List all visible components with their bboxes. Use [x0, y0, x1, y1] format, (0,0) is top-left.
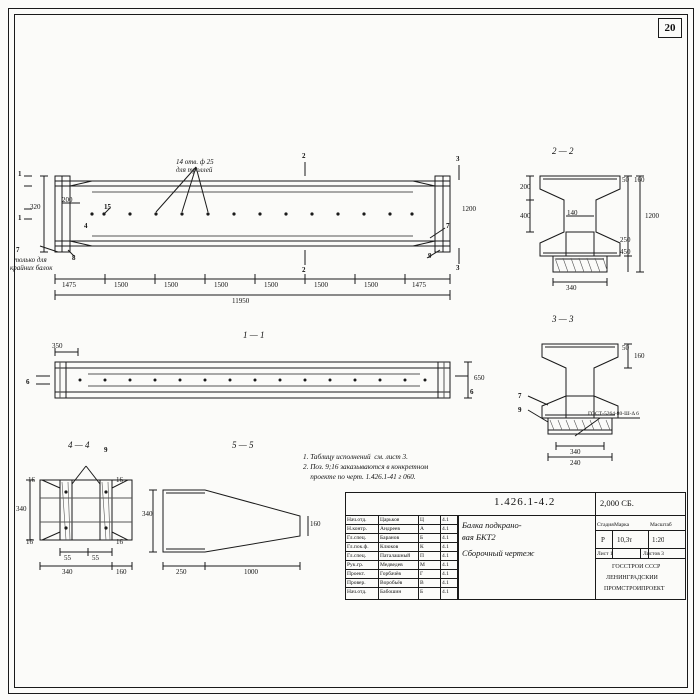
dim-chain-1: 1475	[62, 281, 76, 289]
drawing-code-suffix: 2,000 СБ.	[600, 498, 634, 508]
pos-8: 8	[72, 254, 76, 262]
v33-dim-160: 160	[634, 352, 645, 360]
org-line-3: ПРОМСТРОЙПРОЕКТ	[604, 586, 665, 592]
v33-dim-50: 50	[622, 344, 629, 352]
view-title-4-4: 4 — 4	[68, 440, 90, 450]
v44-dim-16-b: 16	[116, 476, 123, 484]
mark-header: Марка	[614, 522, 630, 528]
stage-header: Стадия	[597, 522, 614, 528]
mark-6-right: 6	[470, 388, 474, 396]
v55-dim-1000: 1000	[244, 568, 258, 576]
dim-650: 650	[474, 374, 485, 382]
stamp-name-0: Царьков	[380, 517, 400, 523]
scale-header: Масштаб	[650, 522, 672, 528]
stamp-role-4: Гл.спец.	[347, 553, 367, 559]
section-mark-1-top: 1	[18, 170, 22, 178]
sheet-label: Лист 1	[597, 551, 613, 557]
stamp-name-8: Бабошин	[380, 589, 402, 595]
v44-dim-16-a: 16	[28, 476, 35, 484]
v44-dim-160: 160	[116, 568, 127, 576]
v44-dim-16-c: 16	[26, 538, 33, 546]
stamp-sig-4: П	[420, 553, 424, 559]
stamp-date-0: 4.1	[442, 517, 449, 523]
stage-value: Р	[601, 537, 605, 543]
stamp-sig-7: В	[420, 580, 424, 586]
dim-200: 200	[62, 196, 73, 204]
stamp-role-2: Гл.спец.	[347, 535, 367, 541]
note-line-1: 1. Таблицу исполнений см. лист 3.	[303, 453, 408, 461]
v55-dim-250: 250	[176, 568, 187, 576]
section-mark-3-bottom: 3	[456, 264, 460, 272]
stamp-name-4: Паталашный	[380, 553, 411, 559]
stamp-date-8: 4.1	[442, 589, 449, 595]
dim-350: 350	[52, 342, 63, 350]
v22-dim-340: 340	[566, 284, 577, 292]
org-line-1: ГОССТРОЙ СССР	[612, 564, 661, 570]
view-title-2-2: 2 — 2	[552, 146, 574, 156]
v44-dim-16-d: 16	[116, 538, 123, 546]
v33-pos-7: 7	[518, 392, 522, 400]
stamp-role-0: Нач.отд.	[347, 517, 367, 523]
stamp-sig-0: Ц	[420, 517, 424, 523]
dim-320: 320	[30, 203, 41, 211]
v22-dim-160: 160	[634, 176, 645, 184]
v22-dim-140: 140	[567, 209, 578, 217]
title-line-3: Сборочный чертеж	[462, 548, 535, 558]
stamp-role-6: Проект.	[347, 571, 365, 577]
stamp-role-1: Н.контр.	[347, 526, 368, 532]
section-mark-3-top: 3	[456, 155, 460, 163]
stamp-date-6: 4.1	[442, 571, 449, 577]
section-mark-2-bottom: 2	[302, 266, 306, 274]
view-title-5-5: 5 — 5	[232, 440, 254, 450]
v22-dim-200: 200	[520, 183, 531, 191]
pos-7-right: 7	[446, 222, 450, 230]
callout-holes-line2: для троллей	[176, 166, 213, 174]
title-line-2: вая БКТ2	[462, 532, 496, 542]
note-line-3: проекте по черт. 1.426.1-41 г 060.	[303, 473, 416, 481]
v22-dim-450: 450	[620, 248, 631, 256]
note-left-line1: только для	[14, 256, 47, 264]
stamp-sig-2: Б	[420, 535, 424, 541]
dim-total: 11950	[232, 297, 250, 305]
dim-chain-2: 1500	[114, 281, 128, 289]
stamp-name-6: Горбачёв	[380, 571, 402, 577]
v55-dim-160: 160	[310, 520, 321, 528]
stamp-sig-8: Б	[420, 589, 424, 595]
stamp-date-5: 4.1	[442, 562, 449, 568]
dim-1200-main: 1200	[462, 205, 476, 213]
dim-chain-5: 1500	[264, 281, 278, 289]
stamp-date-7: 4.1	[442, 580, 449, 586]
stamp-name-7: Воробьёв	[380, 580, 403, 586]
v33-pos-9: 9	[518, 406, 522, 414]
sheets-label: Листов 3	[643, 551, 664, 557]
mark-6-left: 6	[26, 378, 30, 386]
v44-dim-55-a: 55	[64, 554, 71, 562]
section-mark-2-top: 2	[302, 152, 306, 160]
stamp-sig-6: Г	[420, 571, 424, 577]
title-line-1: Балка подкрано-	[462, 520, 522, 530]
stamp-date-2: 4.1	[442, 535, 449, 541]
scale-value: 1:20	[652, 537, 665, 543]
stamp-date-1: 4.1	[442, 526, 449, 532]
dim-chain-4: 1500	[214, 281, 228, 289]
org-line-2: ЛЕНИНГРАДСКИЙ	[606, 575, 658, 581]
pos-15: 15	[104, 203, 111, 211]
v33-dim-240: 240	[570, 459, 581, 467]
v44-dim-55-b: 55	[92, 554, 99, 562]
stamp-date-3: 4.1	[442, 544, 449, 550]
section-mark-1-bottom: 1	[18, 214, 22, 222]
stamp-name-1: Андреев	[380, 526, 400, 532]
pos-9: 9	[428, 252, 432, 260]
stamp-sig-3: К	[420, 544, 424, 550]
stamp-role-3: Гл.пок.ф.	[347, 544, 369, 550]
v22-dim-50: 50	[622, 176, 629, 184]
view-title-1-1: 1 — 1	[243, 330, 265, 340]
stamp-role-8: Нач.отд.	[347, 589, 367, 595]
note-line-2: 2. Поз. 9;16 заказываются в конкретном	[303, 463, 429, 471]
stamp-role-5: Рук.гр.	[347, 562, 364, 568]
dim-chain-3: 1500	[164, 281, 178, 289]
v22-dim-250: 250	[620, 236, 631, 244]
v44-dim-340: 340	[62, 568, 73, 576]
callout-holes-line1: 14 отв. ф 25	[176, 158, 214, 166]
stamp-sig-5: М	[420, 562, 425, 568]
drawing-code: 1.426.1-4.2	[494, 496, 556, 508]
stamp-name-2: Баранов	[380, 535, 400, 541]
stamp-name-5: Медведев	[380, 562, 403, 568]
sheet-number-box: 20	[658, 18, 682, 38]
dim-chain-8: 1475	[412, 281, 426, 289]
note-left-line2: крайних балок	[10, 264, 53, 272]
v44-pos-9: 9	[104, 446, 108, 454]
v55-dim-340: 340	[142, 510, 153, 518]
stamp-name-3: Клюков	[380, 544, 399, 550]
view-title-3-3: 3 — 3	[552, 314, 574, 324]
v33-dim-340: 340	[570, 448, 581, 456]
pos-7-left: 7	[16, 246, 20, 254]
v33-weld-note: ГОСТ-5264-80-Ш-Δ 6	[588, 411, 639, 417]
pos-4: 4	[84, 222, 88, 230]
dim-chain-6: 1500	[314, 281, 328, 289]
v22-dim-1200: 1200	[645, 212, 659, 220]
dim-chain-7: 1500	[364, 281, 378, 289]
stamp-sig-1: А	[420, 526, 424, 532]
v22-dim-400: 400	[520, 212, 531, 220]
stamp-role-7: Провер.	[347, 580, 366, 586]
mark-value: 10,3т	[617, 537, 633, 543]
stamp-date-4: 4.1	[442, 553, 449, 559]
v44-dim-340-h: 340	[16, 505, 27, 513]
